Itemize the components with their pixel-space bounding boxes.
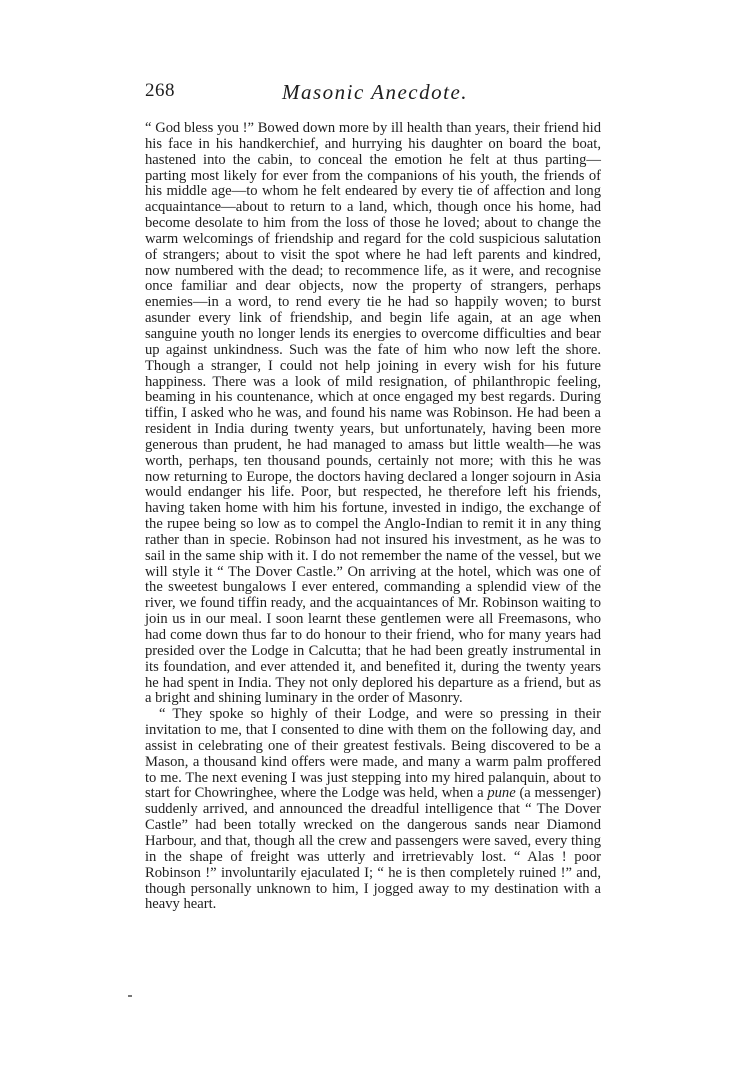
running-title: Masonic Anecdote. [281, 80, 469, 104]
paragraph-text: (a messenger) suddenly arrived, and announced the dreadful intelligence that “ The Dover Castle” had been totally wrecked on the dangerous sands near Diamond Harbour, and that, though all the crew and passengers were saved, every thing in the shape of freight was utterly and irretrievably lost. “ Alas ! poor Robinson !” involuntarily ejaculated I; “ he is then completely ruined !” and, though personally unknown to him, I jogged away to my destination with a heavy heart. [145, 785, 601, 913]
page-header [145, 80, 605, 108]
body-text [145, 121, 601, 913]
paragraph-text: “ They spoke so highly of their Lodge, and were so pressing in their invitation to me, that I consented to dine with them on the following day, and assist in celebrating one of their greatest festivals. Being discovered to be a Mason, a thousand kind offers were made, and many a warm palm proffered to me. The next evening I was just stepping into my hired palanquin, about to start for Chowringhee, where the Lodge was held, when a [145, 706, 601, 802]
stray-ink-mark [128, 995, 132, 997]
paragraph-text: “ God bless you !” Bowed down more by ill health than years, their friend hid his face in his handkerchief, and hurrying his daughter on board the boat, hastened into the cabin, to conceal the emotion he felt at thus parting—parting most likely for ever from the companions of his youth, the friends of his middle age—to whom he felt endeared by every tie of affection and long acquaintance—about to return to a land, which, though once his home, had become desolate to him from the loss of those he loved; about to change the warm welcomings of friendship and regard for the cold suspicious salutation of strangers; about to visit the spot where he had left parents and kindred, now numbered with the dead; to recommence life, as it were, and recognise once familiar and dear objects, now the property of strangers, perhaps enemies—in a word, to rend every tie he had so happily woven; to burst asunder every link of friendship, and begin life again, at an age when sanguine youth no longer lends its energies to overcome difficulties and bear up against unkindness. Such was the fate of him who now left the shore. Though a stranger, I could not help joining in every wish for his future happiness. There was a look of mild resignation, of philanthropic feeling, beaming in his countenance, which at once engaged my best regards. During tiffin, I asked who he was, and found his name was Robinson. He had been a resident in India during twenty years, but unfortunately, having been more generous than prudent, he had managed to amass but little wealth—he was worth, perhaps, ten thousand pounds, certainly not more; with this he was now returning to Europe, the doctors having declared a longer sojourn in Asia would endanger his life. Poor, but respected, he therefore left his friends, having taken home with him his fortune, invested in indigo, the exchange of the rupee being so low as to compel the Anglo-Indian to remit it in any thing rather than in specie. Robinson had not insured his investment, as he was to sail in the same ship with it. I do not remember the name of the vessel, but we will style it “ The Dover Castle.” On arriving at the hotel, which was one of the sweetest bungalows I ever entered, commanding a splendid view of the river, we found tiffin ready, and the acquaintances of Mr. Robinson waiting to join us in our meal. I soon learnt these gentlemen were all Freemasons, who had come down thus far to do honour to their friend, who for many years had presided over the Lodge in Calcutta; that he had been greatly instrumental in its foundation, and ever attended it, and benefited it, during the twenty years he had spent in India. They not only deplored his departure as a friend, but as a bright and shining luminary in the order of Masonry. [145, 120, 601, 707]
page-number: 268 [145, 80, 175, 101]
italic-word: pune [487, 785, 516, 802]
paragraph-2 [145, 707, 601, 913]
paragraph-1 [145, 121, 601, 707]
